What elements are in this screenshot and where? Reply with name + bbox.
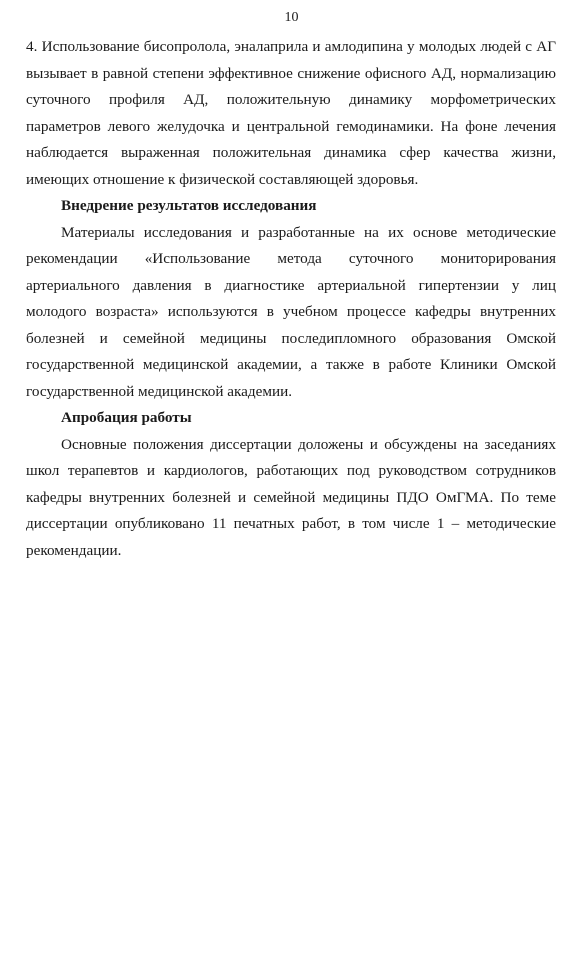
implementation-heading: Внедрение результатов исследования — [61, 197, 317, 214]
page-content — [26, 34, 556, 564]
conclusion-4-paragraph: 4. Использование бисопролола, эналаприла и амлодипина у молодых людей с АГ вызывает в равной степени эффективное снижение офисного АД, нормализацию суточного профиля АД, положительную динамику морфометрических параметров левого желудочка и центральной гемодинамики. На фоне лечения наблюдается выраженная положительная динамика сфер качества жизни, имеющих отношение к физической составляющей здоровья. — [26, 38, 556, 188]
implementation-paragraph: Материалы исследования и разработанные на их основе методические рекомендации «Использование метода суточного мониторирования артериального давления в диагностике артериальной гипертензии у лиц молодого возраста» используются в учебном процессе кафедры внутренних болезней и семейной медицины последипломного образования Омской государственной медицинской академии, а также в работе Клиники Омской государственной медицинской академии. — [26, 223, 556, 400]
page-number: 10 — [284, 10, 299, 25]
approbation-heading: Апробация работы — [61, 409, 192, 426]
approbation-paragraph: Основные положения диссертации доложены и обсуждены на заседаниях школ терапевтов и кардиологов, работающих под руководством сотрудников кафедры внутренних болезней и семейной медицины ПДО ОмГМА. По теме диссертации опубликовано 11 печатных работ, в том числе 1 – методические рекомендации. — [26, 435, 556, 559]
